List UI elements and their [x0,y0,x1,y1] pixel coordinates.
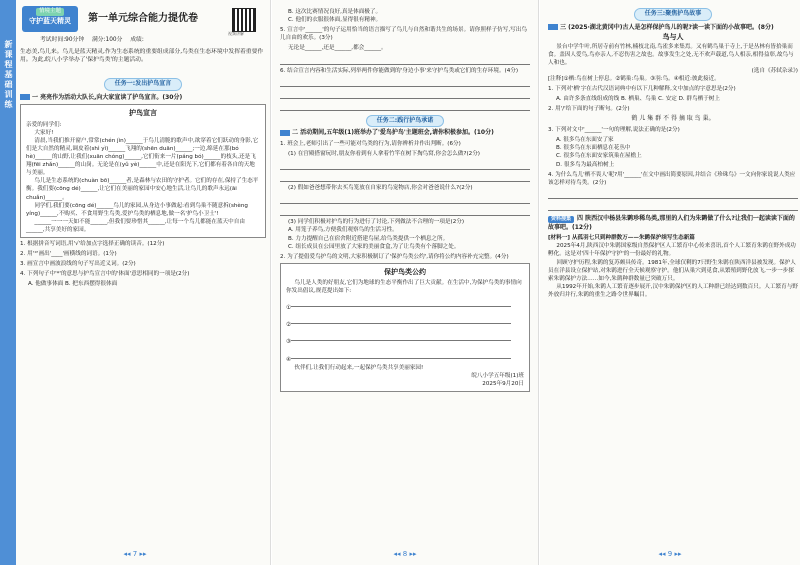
answer-line[interactable] [280,172,530,182]
manifesto-title: 护鸟宣言 [129,109,157,118]
option-a: A. 用笼子养鸟,方便我们观察鸟的生活习性。 [288,227,398,234]
qr-label: 视频讲解 [228,31,244,36]
qr-code-icon[interactable] [232,8,256,32]
option-b: B. 很多鸟在东面栖息在花丛中 [556,145,631,152]
pact-item: ① [286,295,524,312]
question-3-3: 3. 下列对文中'______'一句的理解,说法正确的是(2分) [548,127,680,134]
question-4-options: A. 他做事体面 B. 把东西摆得很体面 [28,281,118,288]
answer-line[interactable] [280,194,530,204]
manifesto-p4: 同学们,我们要(cōng dé)______鸟儿的家园,从身边小事做起:看到鸟巢不随意拆(shèng yíng)______,不购买、不食用野生鸟类,爱护鸟类的栖息地,做一名'护鸟小卫士'! [26,202,248,217]
option-c: C. 组长成员在公园里放了大家的美丽食盒,为了让鸟类有个落脚之处。 [288,243,460,250]
intro-text: 生态美,鸟儿来。鸟儿是蓝天精灵,作为生态系统的重要组成部分,鸟类在生态环境中发挥着重要作用。为此,皖八小学举办了'保护鸟类'的主题活动。 [20,49,264,64]
page-title: 第一单元综合能力提优卷 [88,13,198,24]
story-source: (选自《苏轼杂录》) [751,67,798,74]
question-3-4: 4. 为什么鸟儿'栖不畏人'呢?用'______'在文中画出简要原因,并结合《珍珠鸟》一文向你家说说人类应该怎样对待鸟类。(2分) [548,171,796,186]
question-2-1a: (1) 在宫殿搭窗玩时,朋友你看到有人拿着竹竿在树下掏鸟窝,你会怎么做?(2分) [288,151,480,158]
manifesto-p3: 鸟儿是生态系统的(chuàn bō)______者,是森林与农田的守护者。它们的存在,保持了生态平衡。我们要(cōng dé)______,让它们在美丽的家园中安心地生活,让鸟儿的歌声永远(āi chuǎn)______。 [26,178,259,201]
task2-bar: 任务二:践行护鸟承诺 [366,115,444,128]
question-2-2: 2. 为了提倡爱鸟护鸟的文明,大家积极制订了'保护鸟类公约',请你将公约内容补充完整。(4分) [280,253,509,260]
manifesto-box [20,104,266,238]
pact-sign: 皖八小学五年级(1)班 [471,372,524,379]
task1-bar: 任务一:发出护鸟宣言 [104,78,182,91]
manifesto-p2: 清晨,当我们推开窗户,常常(chén jìn)______于鸟儿清脆的歌声中,欲穿着它们跃动的身影,它们是大自然的精灵,调皮着(shì yì)______飞翔的(shēn duān)______;一边,绵延在那(bó hè)______的山野,让我们(xuān chóng)______,它们衔来一片(páng bó)______的枝头,还是飞翔(fēi zhǎn)______的山岗。无论是在(yǔ yè)______中,还是在阳光下,它们都有着各自的天地与美丽。 [26,137,259,177]
pact-box [280,263,530,392]
spine-text: 新课程基础训练 [4,40,13,110]
manifesto-p5: ______一一一天如不能______,但我们要珍惜其______,让每一个鸟儿都能在蓝天中自由______,共享美好的家园。 [26,218,245,233]
pact-date: 2025年9月20日 [482,380,524,387]
exam-time: 考试时间:90分钟 [40,37,85,43]
greeting: 亲爱的同学们: [26,121,62,128]
task3-bar: 任务三:聚焦护鸟故事 [634,8,712,21]
section-3-head: 三 (2025·湖北黄冈中)古人是怎样保护鸟儿的呢?读一读下面的小故事吧。(8分) [548,24,798,33]
question-6: 6. 结合宣言内容和生活实际,列举两件你能做到的'身边小事'来守护鸟类或它们的生存环境。(4分) [280,67,519,74]
task4-tag: 资料搜集 [548,216,574,223]
story-title: 鸟与人 [662,33,684,42]
unit-badge [22,6,78,32]
answer-line[interactable] [280,101,530,111]
page-number-9: ◂◂ 9 ▸▸ [658,549,682,558]
answer-line[interactable] [280,55,530,65]
question-2: 2. 用'°'画出'____'画横线的词语。(1分) [20,251,117,258]
manifesto-p1: 大家好! [34,129,54,136]
section-1-head: 一 亮亮作为活动大队长,向大家宣读了护鸟宣言。(30分) [20,94,266,103]
material-body-3: 从1992年开始,朱鹮人工繁育逐步展开,汉中朱鹮保护区的人工种群已经达到数百只。人工繁育与野外放归并行,朱鹮的重生之路令世界瞩目。 [548,283,798,298]
answer-line[interactable] [280,160,530,170]
option-c: C. 很多鸟在东面安家筑巢在屋檐上 [556,153,642,160]
answer-line[interactable] [548,189,798,199]
question-4: 4. 下列句子中'*'的意思与护鸟宣言中的'体面'意思相同的一项是(2分) [20,271,190,278]
question-2-1: 1. 班会上,老师引出了一些可能对鸟类的行为,请你辨析并作出判断。(6分) [280,141,461,148]
question-3: 3. 画宣言中画波浪线的句子写出近义词。(2分) [20,261,136,268]
page-9 [540,0,800,565]
story-body: 景台中学牛叶,所居寺前有竹林,楠枝北南,鸟雀多来集焉。又有鹤鸟巢于寺上,于是丛林有皆拾巢而食。盖因人爱鸟,鸟亦亲人,不忍伤害之故也。故事发生之处,无不欢声载道,鸟人相亲,相得益彰,故鸟与人和也。 [548,43,794,66]
option-a: A. 很多鸟在东面安了家 [556,137,614,144]
material-title: [材料一] 从孤羽七只到种群数万——朱鹮保护续写生态新篇 [548,235,695,242]
pact-item: ④ [286,347,524,364]
answer-line[interactable] [548,201,798,211]
pact-item: ③ [286,329,524,346]
question-3-2: 2. 用'/'给下面的句子断句。(2分) [548,106,630,113]
pact-item: ② [286,312,524,329]
question-2-1b: (2) 假如爸爸想带你去买鸟笼放在自家的鸟宠物店,你会对爸爸说什么?(2分) [288,185,473,192]
answer-line[interactable] [280,77,530,87]
option-b: B. 这次比赛情况良好,真是体面极了。 [288,9,382,15]
question-3-1-options: A. 由许多条直线组成的线 B. 栖巢、鸟巢 C. 安定 D. 群鸟栖于树上 [556,96,720,103]
unit-badge-top: 情境主题 [36,8,64,16]
fill-line: 无论是______,还是______,都会______。 [288,45,387,52]
answer-line[interactable] [280,89,530,99]
question-5: 5. 宣言中'______'的句子运用恰当的语言描写了鸟儿与自然和谐共生的场景。请你照样子仿写,写出鸟儿自由的欢乐。(3分) [280,27,527,42]
question-3-1: 1. 下列对'栖'字在古代汉语词典中有以下几种解释,文中加点的字意思是(2分) [548,86,736,93]
question-3-2-sentence: 鹤 儿 集 群 不 得 摘 取 鸟 巢。 [631,115,715,123]
option-b: B. 力力提醒自己在宿舍附近搭建鸟屋,给鸟类提供一个栖息之所。 [288,235,449,242]
option-c: C. 他们的衣服很体面,显得很有精神。 [288,17,382,24]
spine [0,0,16,565]
page-8 [272,0,539,565]
full-score: 满分:100分 [91,37,123,43]
page-7 [0,0,271,565]
question-1: 1. 根据拼音写词语,用'√'给加点字选择正确的读音。(12分) [20,241,165,248]
page-number-7: ◂◂ 7 ▸▸ [123,549,147,558]
material-body-2: 回顾守护历程,朱鹮的复苏颇具传奇。1981年,全球仅剩的7只野生朱鹮在陕西洋县被发现。保护人员在洋县设立保护站,对朱鹮进行全天候观察守护。他们从巢穴到觅食,从繁殖到野化放飞,一步一步探索朱鹮保护方法……如今,朱鹮种群数量已突破万只。 [548,259,796,282]
answer-line[interactable] [280,206,530,216]
pact-end: 伙伴们,让我们行动起来,一起保护鸟类共享美丽家园! [294,364,424,371]
question-2-1c: (3) 同学们积极对护鸟的行为进行了讨论,下列做法不合理的一项是(2分) [288,219,465,226]
section-2-head: 二 活动期间,五年级(1)班举办了'爱鸟护鸟'主题班会,请你积极参加。(10分) [280,129,530,138]
pact-title: 保护鸟类公约 [384,267,426,276]
unit-badge-main: 守护蓝天精灵 [29,16,71,25]
option-d: D. 很多鸟为最高柏树上 [556,161,615,168]
score-label: 成绩: [130,37,144,43]
exam-info [40,36,150,44]
pact-body: 鸟儿是人类的好朋友,它们为地球的生态平衡作出了巨大贡献。在生活中,为保护鸟类的事情向你发出倡议,规范提出如下: [286,280,522,295]
page-number-8: ◂◂ 8 ▸▸ [393,549,417,558]
material-body-1: 2025年4月,陕西汉中朱鹮国家级自然保护区人工繁育中心传来喜讯,首个人工繁育朱鹮在野外成功孵化。这是对'四十年保护守护'的一份最好的礼物。 [548,243,796,258]
story-notes: [注释]①栖:鸟在树上停息。②鹤巢:鸟巢。③羽:鸟。④相近:彼此接近。 [548,75,720,82]
section-4-head: 资料搜集 四 陕西汉中杨县朱鹮珍稀鸟类,那里的人们为朱鹮做了什么?让我们一起读读下面的故事吧。(12分) [548,214,795,231]
